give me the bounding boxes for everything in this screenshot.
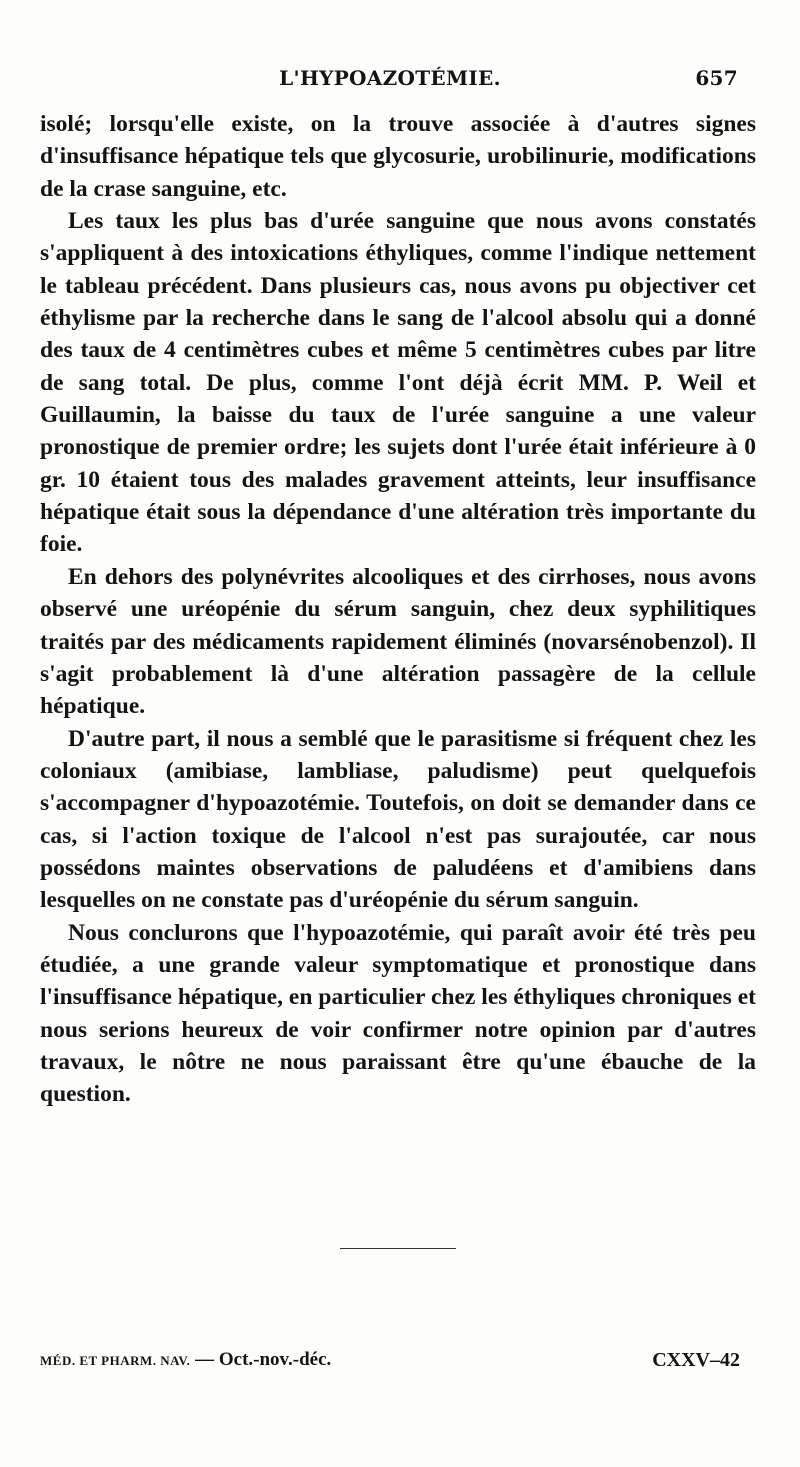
paragraph-3: En dehors des polynévrites alcooliques et des cirrhoses, nous avons observé une uréopénie du sérum sanguin, chez deux syphilitiques traités par des médicaments rapidement éliminés (novarsénobenzol). Il s'agit probablement là d'une altération passagère de la cellule hépatique. (40, 563, 756, 720)
journal-abbreviation: MÉD. ET PHARM. NAV. (40, 1353, 191, 1368)
running-title: L'HYPOAZOTÉMIE. (279, 66, 501, 90)
journal-reference (40, 1349, 331, 1371)
footer-dash: — (195, 1349, 215, 1370)
page-number: 657 (695, 66, 738, 90)
paragraph-4: D'autre part, il nous a semblé que le parasitisme si fréquent chez les coloniaux (amibiase, lambliase, paludisme) peut quelquefois s'accompagner d'hypoazotémie. Toutefois, on doit se demander dans ce cas, si l'action toxique de l'alcool n'est pas surajoutée, car nous possédons maintes observations de paludéens et d'amibiens dans lesquelles on ne constate pas d'uréopénie du sérum sanguin. (40, 725, 756, 914)
running-header (40, 66, 740, 96)
paragraph-5: Nous conclurons que l'hypoazotémie, qui paraît avoir été très peu étudiée, a une grande valeur symptomatique et pronostique dans l'insuffisance hépatique, en particulier chez les éthyliques chroniques et nous serions heureux de voir confirmer notre opinion par d'autres travaux, le nôtre ne nous paraissant être qu'une ébauche de la question. (40, 919, 756, 1108)
page-footer (40, 1349, 740, 1377)
body-text (40, 108, 756, 1111)
journal-issue: Oct.-nov.-déc. (218, 1349, 332, 1370)
signature-mark: CXXV–42 (652, 1349, 740, 1371)
paragraph-1: isolé; lorsqu'elle existe, on la trouve associée à d'autres signes d'insuffisance hépatique tels que glycosurie, urobilinurie, modifications de la crase sanguine, etc. (40, 111, 756, 202)
paragraph-2: Les taux les plus bas d'urée sanguine que nous avons constatés s'appliquent à des intoxications éthyliques, comme l'indique nettement le tableau précédent. Dans plusieurs cas, nous avons pu objectiver cet éthylisme par la recherche dans le sang de l'alcool absolu qui a donné des taux de 4 centimètres cubes et même 5 centimètres cubes par litre de sang total. De plus, comme l'ont déjà écrit MM. P. Weil et Guillaumin, la baisse du taux de l'urée sanguine a une valeur pronostique de premier ordre; les sujets dont l'urée était inférieure à 0 gr. 10 étaient tous des malades gravement atteints, leur insuffisance hépatique était sous la dépendance d'une altération très importante du foie. (40, 208, 756, 558)
section-divider (340, 1248, 456, 1249)
